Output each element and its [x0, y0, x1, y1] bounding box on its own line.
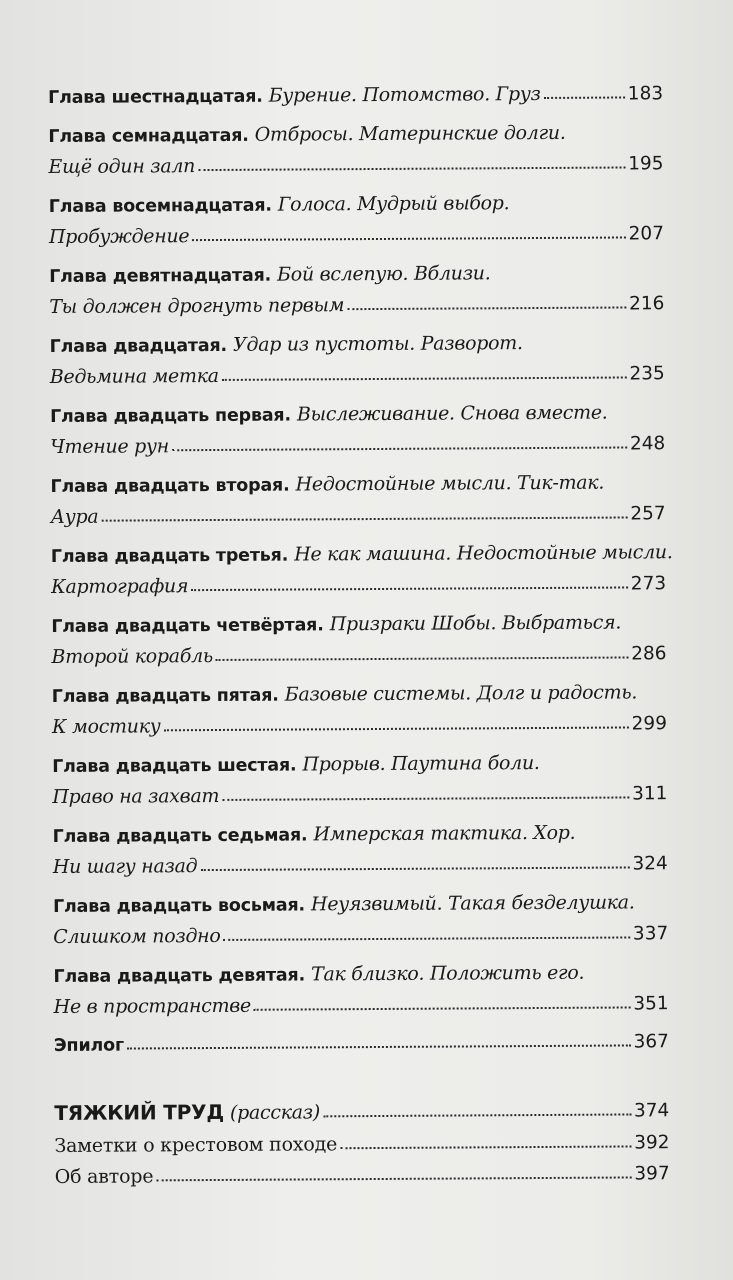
- chapter-subtitle: Базовые системы. Долг и радость.: [284, 681, 638, 706]
- chapter-subtitle: Бой вслепую. Вблизи.: [277, 262, 491, 286]
- chapter-subtitle-cont: Пробуждение: [48, 225, 190, 248]
- toc-entry: [53, 957, 668, 1023]
- notes-title: Заметки о крестовом походе: [54, 1133, 338, 1157]
- chapter-subtitle-cont: Второй корабль: [51, 645, 213, 668]
- dot-leader: [163, 726, 628, 731]
- chapter-separator: .: [256, 86, 263, 107]
- chapter-separator: .: [284, 405, 291, 426]
- page-number: 397: [634, 1163, 670, 1185]
- chapter-separator: .: [242, 125, 249, 146]
- dot-leader: [323, 1113, 631, 1117]
- chapter-subtitle-cont: Не в пространстве: [53, 994, 252, 1018]
- toc-entry: [49, 257, 664, 323]
- chapter-title: Глава двадцать четвёртая: [51, 615, 318, 637]
- toc-line: [48, 78, 663, 113]
- toc-line: [50, 428, 665, 463]
- toc-entry: [52, 747, 667, 813]
- dot-leader: [222, 376, 627, 380]
- chapter-separator: .: [298, 895, 306, 916]
- toc-line: [52, 677, 667, 712]
- chapter-title: Глава семнадцатая: [48, 125, 243, 147]
- toc-line: [49, 218, 664, 253]
- toc-entry: [50, 397, 665, 463]
- page-number: 257: [630, 503, 666, 525]
- toc-entry: [48, 117, 663, 183]
- chapter-title: Глава двадцать пятая: [51, 685, 273, 707]
- toc-entry: [51, 607, 666, 673]
- chapter-subtitle-cont: Ещё один залп: [48, 155, 196, 178]
- page-number: 311: [631, 783, 668, 805]
- chapter-subtitle-cont: К мостику: [51, 715, 161, 738]
- chapter-subtitle-cont: Аура: [50, 505, 99, 528]
- toc-entry: [50, 467, 665, 533]
- chapter-separator: .: [298, 965, 306, 986]
- chapter-subtitle: Так близко. Положить его.: [310, 961, 585, 986]
- chapter-separator: .: [220, 335, 228, 356]
- dot-leader: [340, 1145, 631, 1149]
- chapter-subtitle: Удар из пустоты. Разворот.: [232, 332, 523, 356]
- toc-line: [48, 148, 663, 183]
- chapter-subtitle: Бурение. Потомство. Груз: [268, 82, 541, 107]
- chapter-separator: .: [272, 685, 279, 706]
- page-number: 351: [633, 993, 669, 1015]
- toc-line: [53, 887, 668, 922]
- toc-entry: [52, 677, 667, 743]
- chapter-separator: .: [289, 755, 297, 776]
- chapter-separator: .: [264, 265, 272, 286]
- chapter-subtitle-cont: Ведьмина метка: [49, 364, 219, 388]
- chapter-subtitle-cont: Чтение рун: [50, 435, 169, 458]
- dot-leader: [198, 166, 625, 171]
- toc-line: [51, 638, 666, 673]
- toc-line: [50, 397, 665, 432]
- page-number: 299: [631, 713, 667, 735]
- page-number: 286: [631, 643, 667, 665]
- toc-line: [53, 918, 668, 953]
- toc-line: [50, 537, 673, 572]
- chapter-title: Глава девятнадцатая: [49, 265, 265, 287]
- chapter-title: Глава двадцать первая: [49, 405, 285, 427]
- page-number: 207: [628, 223, 665, 245]
- toc-entry-epilogue: [54, 1027, 669, 1061]
- toc-line: [55, 1158, 670, 1193]
- toc-entry: [53, 887, 668, 953]
- chapter-subtitle: Недостойные мысли. Тик-так.: [295, 471, 605, 496]
- story-note: (рассказ): [229, 1101, 321, 1124]
- dot-leader: [127, 1044, 631, 1049]
- toc-entry: [50, 327, 665, 393]
- toc-line: [54, 1093, 669, 1131]
- page-number: 374: [633, 1100, 670, 1122]
- chapter-title: Глава двадцать вторая: [50, 475, 284, 497]
- chapter-subtitle: Выслеживание. Снова вместе.: [296, 401, 608, 426]
- toc-line: [52, 708, 667, 743]
- chapter-title: Глава двадцать седьмая: [52, 825, 302, 847]
- toc-line: [50, 358, 665, 393]
- toc-line: [53, 957, 668, 992]
- toc-entry-notes: [54, 1127, 669, 1162]
- table-of-contents: [48, 78, 673, 1193]
- dot-leader: [192, 236, 625, 241]
- toc-line: [51, 568, 666, 603]
- page-number: 235: [629, 363, 665, 385]
- dot-leader: [172, 446, 627, 451]
- chapter-subtitle: Призраки Шобы. Выбраться.: [329, 611, 622, 636]
- dot-leader: [222, 796, 629, 800]
- chapter-title: Глава двадцать восьмая: [52, 895, 299, 917]
- toc-line: [54, 1127, 669, 1162]
- dot-leader: [347, 306, 626, 310]
- toc-entry-story: [54, 1093, 669, 1131]
- dot-leader: [254, 1006, 630, 1010]
- dot-leader: [101, 516, 627, 521]
- page-number: 216: [628, 293, 665, 315]
- chapter-subtitle-cont: Ты должен дрогнуть первым: [49, 294, 345, 318]
- dot-leader: [544, 96, 625, 98]
- chapter-title: Глава двадцатая: [49, 335, 221, 357]
- page-number: 183: [627, 83, 664, 105]
- toc-entry: [49, 187, 664, 253]
- dot-leader: [224, 936, 630, 940]
- toc-line: [52, 778, 667, 813]
- page-number: 337: [632, 923, 669, 945]
- page-number: 273: [630, 573, 667, 595]
- page-number: 248: [629, 433, 666, 455]
- chapter-subtitle-cont: Ни шагу назад: [52, 855, 198, 878]
- toc-entry: [50, 537, 673, 603]
- toc-line: [48, 117, 663, 152]
- chapter-title: Глава двадцать девятая: [53, 965, 299, 987]
- toc-line: [50, 467, 665, 502]
- toc-entry: [53, 817, 668, 883]
- toc-line: [53, 817, 668, 852]
- chapter-subtitle: Отбросы. Материнские долги.: [254, 121, 566, 146]
- toc-line: [49, 187, 664, 222]
- epilogue-title: Эпилог: [53, 1035, 124, 1056]
- chapter-title: Глава шестнадцатая: [48, 86, 257, 108]
- toc-entry-author: [55, 1158, 670, 1193]
- chapter-subtitle-cont: Право на захват: [52, 784, 220, 808]
- toc-line: [49, 257, 664, 292]
- chapter-title: Глава восемнадцатая: [48, 195, 266, 217]
- page-number: 367: [633, 1031, 669, 1053]
- chapter-subtitle: Голоса. Мудрый выбор.: [277, 192, 510, 216]
- dot-leader: [216, 656, 628, 661]
- toc-line: [51, 607, 666, 642]
- toc-line: [54, 988, 669, 1023]
- page-number: 392: [634, 1132, 670, 1154]
- chapter-subtitle-cont: Картография: [51, 575, 189, 598]
- toc-line: [54, 1027, 669, 1061]
- dot-leader: [156, 1176, 631, 1181]
- chapter-separator: .: [281, 545, 289, 566]
- toc-line: [53, 848, 668, 883]
- chapter-subtitle: Прорыв. Паутина боли.: [302, 752, 540, 776]
- chapter-title: Глава двадцать третья: [50, 545, 282, 567]
- author-title: Об авторе: [54, 1165, 154, 1188]
- toc-line: [51, 498, 666, 533]
- chapter-separator: .: [283, 475, 290, 496]
- toc-line: [49, 288, 664, 323]
- chapter-separator: .: [265, 195, 272, 216]
- page-number: 324: [632, 853, 668, 875]
- chapter-subtitle: Имперская тактика. Хор.: [313, 821, 576, 846]
- chapter-subtitle: Не как машина. Недостойные мысли.: [294, 541, 673, 566]
- story-title: ТЯЖКИЙ ТРУД: [54, 1099, 225, 1125]
- chapter-title: Глава двадцать шестая: [52, 755, 291, 777]
- chapter-subtitle-cont: Слишком поздно: [53, 924, 221, 948]
- page-number: 195: [628, 153, 664, 175]
- chapter-subtitle: Неуязвимый. Такая безделушка.: [310, 891, 635, 916]
- toc-line: [50, 327, 665, 362]
- toc-line: [52, 747, 667, 782]
- dot-leader: [200, 866, 629, 871]
- toc-entry: [48, 78, 663, 113]
- chapter-separator: .: [317, 615, 324, 636]
- dot-leader: [191, 586, 628, 591]
- chapter-separator: .: [300, 825, 308, 846]
